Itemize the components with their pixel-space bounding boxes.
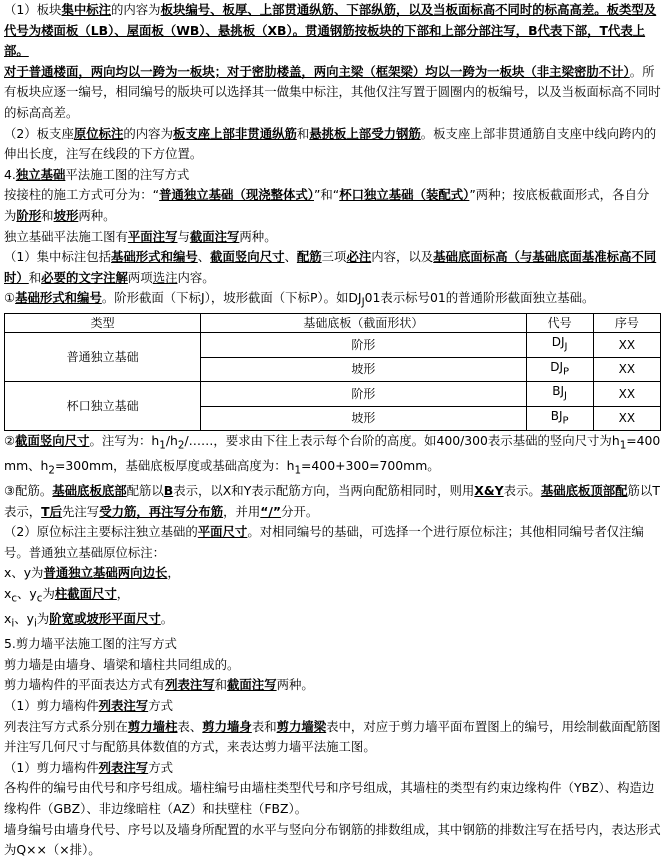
subscript-text: c (11, 592, 18, 605)
paragraph (4, 288, 661, 313)
paragraph (4, 717, 661, 758)
emphasis-text: “/” (260, 503, 282, 519)
paragraph (4, 522, 661, 563)
paragraph-text: 表、 (177, 718, 203, 734)
paragraph (4, 758, 661, 779)
emphasis-text: 基础底板顶部配 (540, 483, 628, 499)
table-header-row (5, 314, 661, 333)
paragraph-text: 和 (214, 677, 228, 693)
paragraph-text: 表和 (251, 718, 277, 734)
paragraph-text: 和 (296, 125, 310, 141)
table-cell-seq: XX (593, 333, 660, 357)
paragraph (4, 431, 661, 481)
paragraph-text: （1）集中标注包括 (4, 249, 112, 265)
emphasis-text: 独立基础 (15, 166, 66, 182)
paragraph-text: ，并用 (223, 503, 261, 519)
paragraph-text: 5.剪力墙平法施工图的注写方式 (4, 636, 177, 652)
paragraph-text: 平法施工图的注写方式 (65, 166, 190, 182)
paragraph-text: 三项 (321, 249, 347, 265)
paragraph-text: 的内容为 (123, 125, 173, 141)
paragraph-text: ③配筋。 (4, 483, 53, 499)
paragraph-text: 、y (17, 586, 37, 602)
emphasis-text: 板支座上部非贯通纵筋 (172, 125, 297, 141)
paragraph (4, 124, 661, 165)
table-cell-type: 普通独立基础 (5, 333, 201, 382)
emphasis-text: 坡形 (53, 207, 79, 223)
table-cell-shape: 坡形 (201, 406, 526, 430)
paragraph-text: 的内容为 (111, 2, 161, 17)
paragraph (4, 655, 661, 676)
subscript-text: 1 (294, 464, 302, 477)
paragraph-text: 筋以T表示， (4, 483, 660, 519)
text-section-top (4, 0, 661, 313)
table-cell-code (526, 357, 593, 381)
emphasis-text: B (163, 483, 174, 499)
paragraph-text: 。 (160, 611, 174, 627)
emphasis-text: T后 (41, 503, 63, 519)
paragraph-text: （1）剪力墙构件 (4, 697, 99, 713)
paragraph-text: 方式 (148, 759, 173, 775)
paragraph-text: 独立基础平法施工图有 (4, 228, 128, 244)
table-cell-shape: 坡形 (201, 357, 526, 381)
paragraph-text: 先注写 (62, 503, 100, 519)
emphasis-text: 基础底板底部 (52, 483, 127, 499)
paragraph-text: 。板支座上部非贯通筋自支座中线向跨内的伸出长度，注写在线段的下方位置。 (4, 125, 657, 162)
table-cell-code (526, 382, 593, 406)
emphasis-text: 剪力墙梁 (276, 718, 327, 734)
paragraph (4, 634, 661, 655)
emphasis-text: 列表注写 (98, 697, 149, 713)
code-subscript: J (564, 390, 567, 402)
foundation-type-table (4, 313, 661, 431)
paragraph (4, 584, 661, 609)
paragraph-text: ”和“ (314, 187, 340, 203)
paragraph-text: 与 (177, 228, 190, 244)
paragraph-text: x、y为 (4, 565, 44, 581)
emphasis-text: 截面竖向尺寸 (210, 249, 285, 265)
table-cell-shape: 阶形 (201, 382, 526, 406)
table-cell-seq: XX (593, 382, 660, 406)
subscript-text: 1 (159, 439, 166, 452)
table-header-cell: 代号 (526, 314, 593, 333)
code-text: DJ (551, 335, 565, 350)
subscript-text: 1 (619, 439, 627, 452)
paragraph-text: 。注写为：h (89, 432, 160, 448)
paragraph-text: 。对相同编号的基础，可选择一个进行原位标注；其他相同编号者仅注编号。普通独立基础原位标注： (4, 524, 644, 560)
paragraph-text: ② (4, 432, 16, 448)
emphasis-text: 基础底面标高（与基础底面基准标高不同时） (4, 249, 657, 285)
paragraph-text: =400+300=700mm。 (301, 458, 440, 473)
paragraph-text: （2）板支座 (4, 125, 74, 141)
emphasis-text: 必要的文字注解 (41, 269, 128, 285)
table-cell-type: 杯口独立基础 (5, 382, 201, 431)
emphasis-text: 平面尺寸 (197, 524, 248, 540)
paragraph (4, 247, 661, 288)
paragraph-text: 内容，以及 (371, 249, 434, 265)
paragraph-text: 剪力墙是由墙身、墙梁和墙柱共同组成的。 (4, 656, 240, 672)
emphasis-text: 阶宽或坡形平面尺寸 (49, 611, 161, 627)
table-header-cell: 基础底板（截面形状） (201, 314, 526, 333)
paragraph (4, 185, 661, 226)
paragraph-text: 分开。 (281, 503, 319, 519)
subscript-text: 2 (177, 439, 185, 452)
table-cell-seq: XX (593, 406, 660, 430)
table-row (5, 382, 661, 406)
paragraph-text: 两种。 (276, 677, 314, 693)
paragraph-text: =300mm，基础底板厚度或基础高度为：h (54, 458, 295, 473)
emphasis-text: 对于普通楼面，两向均以一跨为一板块；对于密肋楼盖，两向主梁（框架梁）均以一跨为一板块（非主梁密肋不计） (4, 63, 630, 79)
emphasis-text: X&Y (474, 483, 504, 499)
paragraph-text: 两项 (127, 269, 153, 285)
emphasis-text: 柱截面尺寸 (54, 586, 117, 602)
paragraph (4, 165, 661, 186)
emphasis-text: 截面注写 (189, 228, 240, 244)
code-subscript: J (564, 341, 568, 353)
paragraph-text: /……，要求由下往上表示每个台阶的高度。如400/300表示基础的竖向尺寸为h (184, 432, 620, 448)
paragraph-text: ”两种；按底板截面形式，各自分为 (4, 187, 650, 223)
paragraph-text: ， (116, 586, 130, 602)
emphasis-text: 悬挑板上部受力钢筋 (309, 125, 421, 141)
paragraph (4, 696, 661, 717)
paragraph (4, 0, 661, 62)
paragraph-text: ① (4, 290, 16, 306)
emphasis-text: 原位标注 (73, 125, 124, 141)
code-text: BJ (550, 408, 563, 423)
paragraph-text: 、 (197, 249, 211, 265)
emphasis-text: 受力筋，再注写分布筋 (99, 503, 224, 519)
paragraph-text: 01表示标号01的普通阶形截面独立基础。 (364, 290, 595, 306)
paragraph-text: 、y (14, 611, 34, 627)
paragraph (4, 481, 661, 522)
emphasis-text: 剪力墙柱 (127, 718, 178, 734)
emphasis-text: 列表注写 (165, 677, 215, 693)
paragraph-text: 4. (4, 166, 16, 182)
emphasis-text: 配筋 (296, 249, 322, 265)
paragraph (4, 778, 661, 819)
paragraph-text: 。所有板块应逐一编号，相同编号的版块可以选择其一做集中标注，其他仅注写置于圆圈内的板编号，以及当板面标高不同时的标高高差。 (4, 63, 661, 120)
paragraph-text: x (4, 611, 12, 627)
paragraph-text: /h (165, 432, 178, 448)
paragraph-text: 两种。 (239, 228, 277, 244)
paragraph (4, 227, 661, 248)
paragraph-text: ， (167, 565, 180, 581)
emphasis-text: 阶形 (16, 207, 42, 223)
paragraph-text: 。阶形截面（下标J），坡形截面（下标P）。如DJ (101, 290, 362, 306)
emphasis-text: 杯口独立基础（装配式） (339, 187, 470, 203)
subscript-text: 2 (48, 464, 55, 477)
emphasis-text: 普通独立基础（现浇整体式） (159, 187, 314, 203)
table-row (5, 333, 661, 357)
paragraph-text: 表示，以X和Y表示配筋方向，当两向配筋相同时，则用 (173, 483, 475, 499)
paragraph-text: （1）板块 (4, 2, 62, 17)
code-text: DJ (550, 359, 563, 374)
subscript-text: i (33, 617, 37, 630)
code-subscript: P (562, 414, 569, 426)
paragraph-text: 按接柱的施工方式可分为：“ (4, 187, 160, 203)
table-cell-shape: 阶形 (201, 333, 526, 357)
emphasis-text: 普通独立基础两向边长 (43, 565, 168, 581)
emphasis-text: 板块编号、板厚、上部贯通纵筋、下部纵筋，以及当板面标高不同时的标高高差。板类型及代号为楼面板（LB）、屋面板（WB）、悬挑板（XB）。贯通钢筋按板块的下部和上部分部注写，B代表下部，T代表上部。 (4, 2, 657, 59)
emphasis-text: 基础形式和编号 (15, 290, 102, 306)
paragraph-text: 墙身编号由墙身代号、序号以及墙身所配置的水平与竖向分布钢筋的排数组成，其中钢筋的排数注写在括号内，表达形式为Q××（×排）。 (4, 821, 661, 858)
code-subscript: P (563, 366, 570, 378)
subscript-text: c (36, 592, 43, 605)
subscript-text: J (361, 296, 365, 309)
paragraph-text: 和 (41, 207, 54, 223)
emphasis-text: 必注 (346, 249, 372, 265)
paragraph (4, 62, 661, 124)
paragraph-text: 为 (36, 611, 50, 627)
paragraph-text: 列表注写方式系分别在 (4, 718, 128, 734)
table-header-cell: 序号 (593, 314, 660, 333)
paragraph-text: 和 (28, 269, 42, 285)
code-text: BJ (552, 384, 565, 399)
table-cell-code (526, 406, 593, 430)
paragraph (4, 675, 661, 696)
paragraph-text: （2）原位标注主要标注独立基础的 (4, 524, 198, 540)
paragraph-text: 表中，对应于剪力墙平面布置图上的编号，用绘制截面配筋图并注写几何尺寸与配筋具体数值的方式，来表达剪力墙平法施工图。 (4, 718, 661, 755)
paragraph (4, 609, 661, 634)
table-cell-seq: XX (593, 357, 660, 381)
paragraph-text: =400mm、h (4, 432, 661, 473)
paragraph-text: （1）剪力墙构件 (4, 759, 99, 775)
emphasis-text: 基础形式和编号 (111, 249, 198, 265)
paragraph-text: 各构件的编号由代号和序号组成。墙柱编号由墙柱类型代号和序号组成，其墙柱的类型有约束边缘构件（YBZ）、构造边缘构件（GBZ）、非边缘暗柱（AZ）和扶壁柱（FBZ）。 (4, 780, 655, 816)
paragraph-text: 配筋以 (126, 483, 164, 499)
paragraph-text: 两种。 (78, 207, 116, 223)
paragraph-text: 方式 (148, 697, 173, 713)
subscript-text: i (11, 617, 15, 630)
paragraph-text: 、 (284, 249, 297, 265)
paragraph-text: 剪力墙构件的平面表达方式有 (4, 677, 166, 693)
table-cell-code (526, 333, 593, 357)
emphasis-text: 剪力墙身 (202, 718, 252, 734)
paragraph-text: 表示。 (503, 483, 541, 499)
emphasis-text: 选注 (152, 269, 178, 285)
table-header-cell: 类型 (5, 314, 201, 333)
emphasis-text: 列表注写 (98, 759, 149, 775)
paragraph-text: 为 (42, 586, 55, 602)
text-section-bottom (4, 431, 661, 861)
emphasis-text: 平面注写 (127, 228, 178, 244)
paragraph (4, 563, 661, 584)
emphasis-text: 截面竖向尺寸 (15, 432, 90, 448)
paragraph-text: x (4, 586, 12, 602)
emphasis-text: 截面注写 (227, 677, 277, 693)
paragraph-text: 内容。 (177, 269, 215, 285)
emphasis-text: 集中标注 (61, 2, 112, 17)
